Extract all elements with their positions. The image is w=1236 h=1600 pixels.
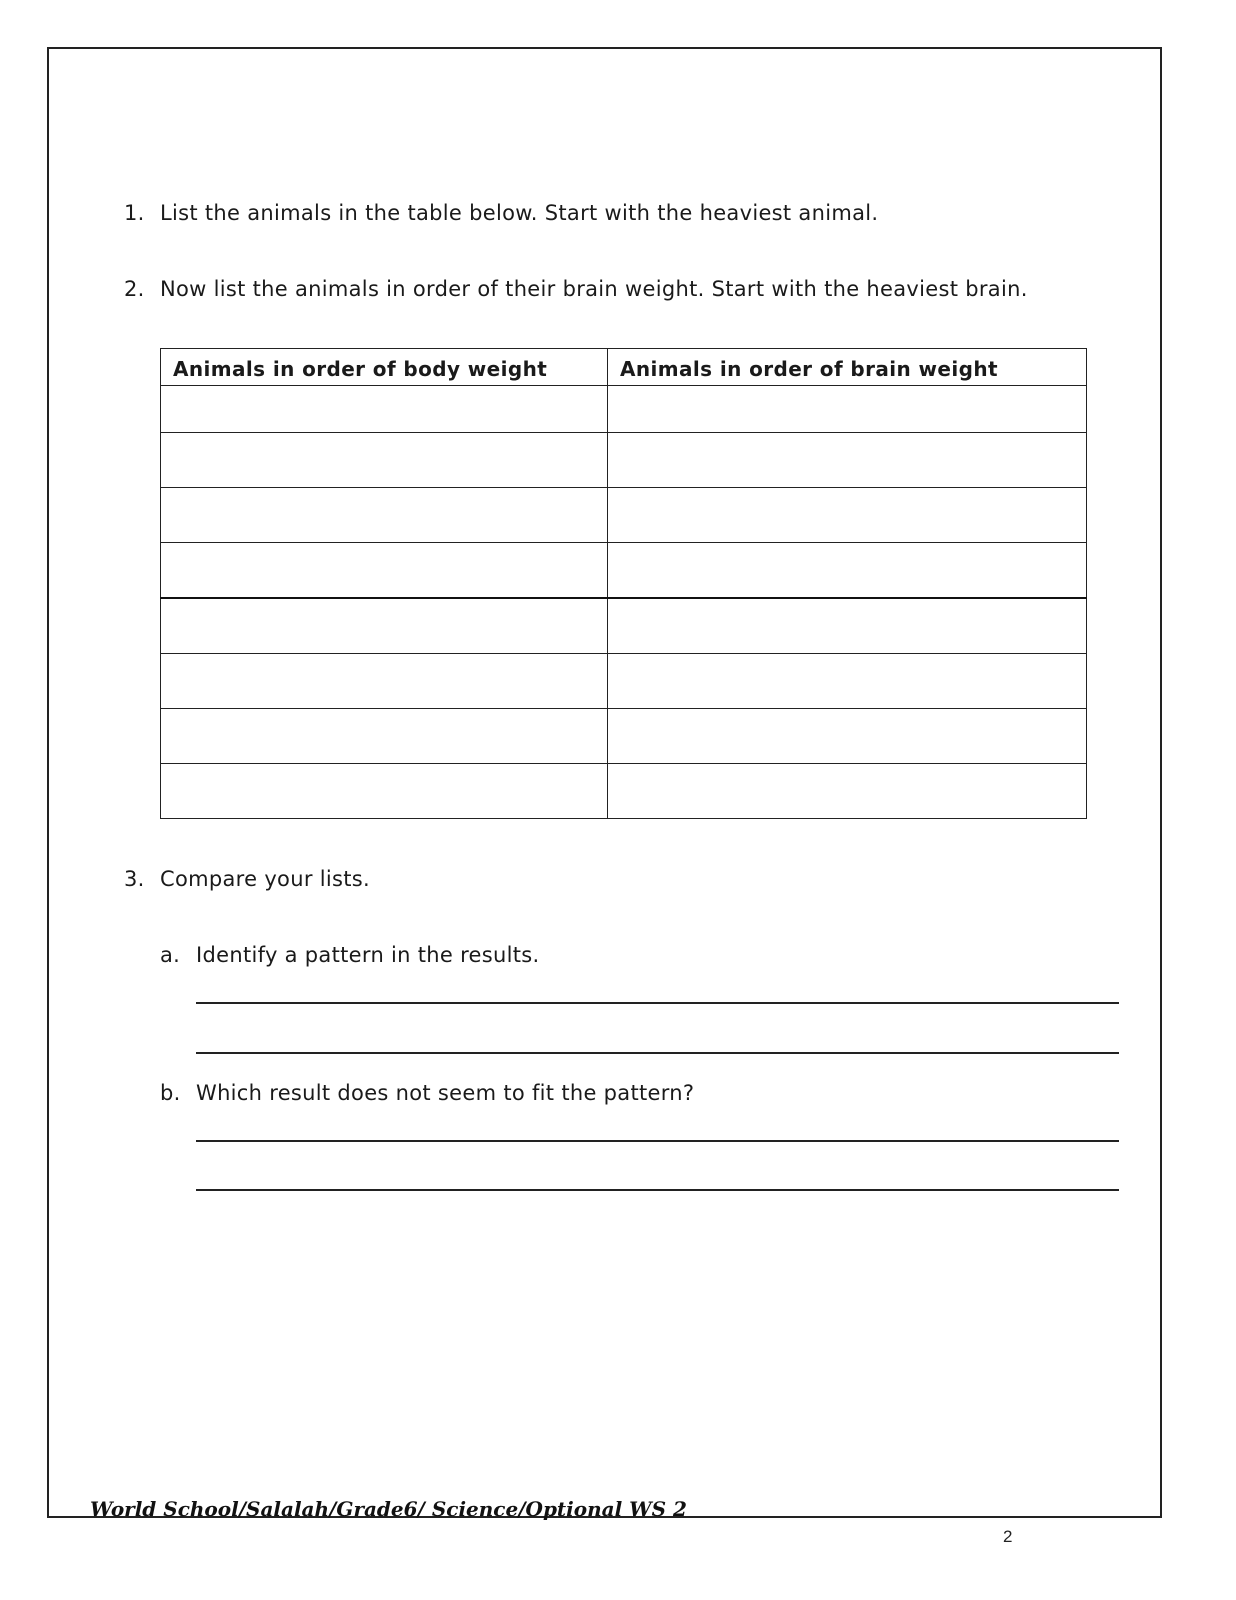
table-row <box>161 654 1087 709</box>
table-row <box>161 764 1087 819</box>
answer-cell-body[interactable] <box>161 654 608 709</box>
table-row <box>161 433 1087 488</box>
question-3-text: Compare your lists. <box>160 867 370 891</box>
answer-cell-body[interactable] <box>161 598 608 654</box>
question-2-number: 2. <box>124 277 145 301</box>
answer-cell-body[interactable] <box>161 709 608 764</box>
question-3 <box>124 867 370 891</box>
answer-cell-brain[interactable] <box>608 488 1087 543</box>
sub-question-a <box>160 943 540 967</box>
answer-cell-brain[interactable] <box>608 433 1087 488</box>
answer-cell-brain[interactable] <box>608 764 1087 819</box>
answer-cell-body[interactable] <box>161 543 608 599</box>
footer-text: World School/Salalah/Grade6/ Science/Optional WS 2 <box>90 1497 687 1521</box>
sub-question-a-text: Identify a pattern in the results. <box>196 943 540 967</box>
table-row <box>161 543 1087 599</box>
answer-cell-body[interactable] <box>161 764 608 819</box>
sub-question-a-letter: a. <box>160 943 181 967</box>
question-1-text: List the animals in the table below. Start with the heaviest animal. <box>160 201 879 225</box>
question-2 <box>124 277 1028 301</box>
sub-question-b-text: Which result does not seem to fit the pattern? <box>196 1081 695 1105</box>
table-row <box>161 488 1087 543</box>
answer-cell-brain[interactable] <box>608 543 1087 599</box>
sub-question-b <box>160 1081 694 1105</box>
question-3-number: 3. <box>124 867 145 891</box>
header-brain-weight: Animals in order of brain weight <box>608 349 1087 386</box>
answer-line-a1[interactable] <box>196 1002 1119 1004</box>
answer-cell-body[interactable] <box>161 433 608 488</box>
answer-table <box>160 348 1087 819</box>
question-2-text: Now list the animals in order of their brain weight. Start with the heaviest brain. <box>160 277 1028 301</box>
sub-question-b-letter: b. <box>160 1081 181 1105</box>
answer-cell-body[interactable] <box>161 386 608 433</box>
answer-cell-brain[interactable] <box>608 598 1087 654</box>
table-row <box>161 386 1087 433</box>
page-number: 2 <box>1003 1527 1013 1546</box>
question-1 <box>124 201 878 225</box>
answer-line-b1[interactable] <box>196 1140 1119 1142</box>
question-1-number: 1. <box>124 201 145 225</box>
table-row <box>161 709 1087 764</box>
header-body-weight: Animals in order of body weight <box>161 349 608 386</box>
answer-line-b2[interactable] <box>196 1189 1119 1191</box>
answer-cell-brain[interactable] <box>608 709 1087 764</box>
answer-line-a2[interactable] <box>196 1052 1119 1054</box>
answer-cell-brain[interactable] <box>608 654 1087 709</box>
answer-cell-brain[interactable] <box>608 386 1087 433</box>
answer-cell-body[interactable] <box>161 488 608 543</box>
table-header-row <box>161 349 1087 386</box>
table-row <box>161 598 1087 654</box>
